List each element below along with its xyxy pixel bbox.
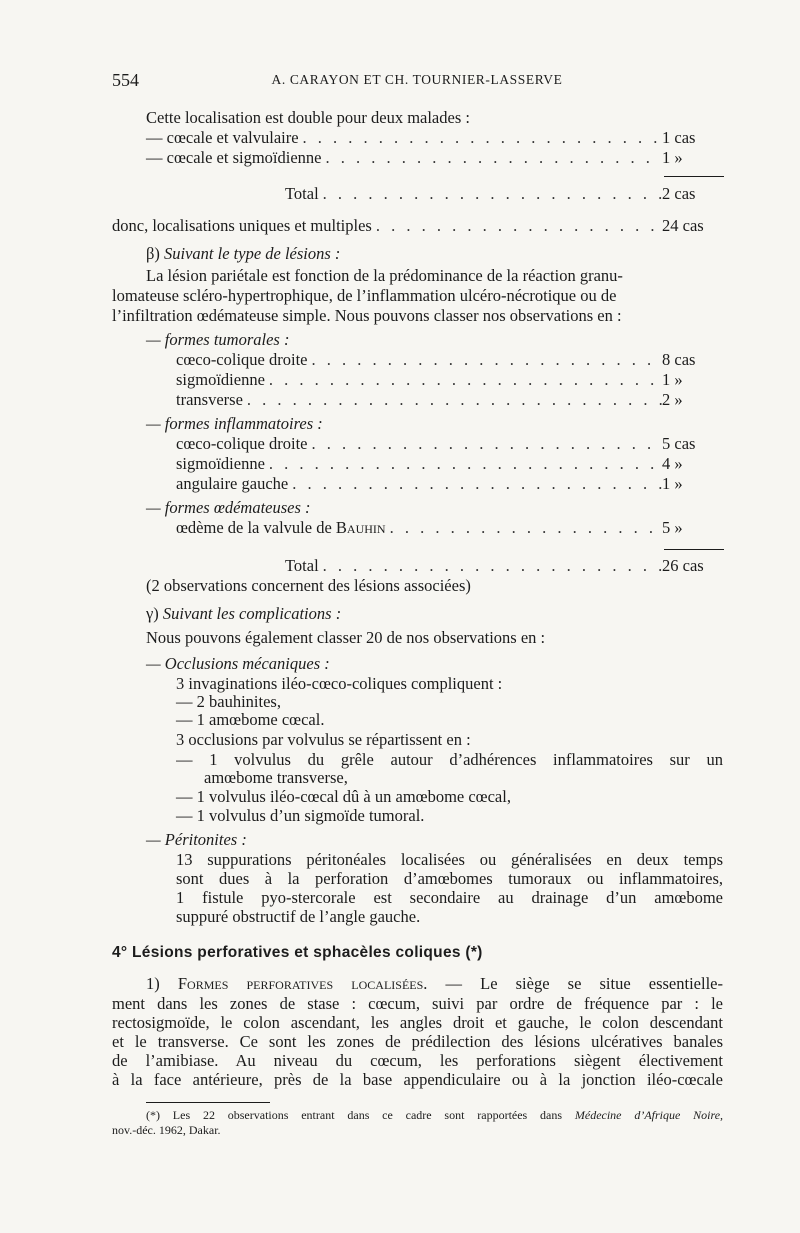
formes-tumorales-heading: — formes tumorales :: [146, 330, 290, 349]
beta-para-line-3: l’infiltration œdémateuse simple. Nous pouvons classer nos observations en :: [112, 306, 622, 325]
section-4-heading: [112, 942, 483, 964]
inflammatoires-item-3-value: 1 »: [662, 474, 683, 493]
tumorales-item-1: [176, 350, 726, 370]
oedemateuses-item-label: [176, 518, 386, 538]
double-item-2: [146, 148, 726, 168]
inflammatoires-item-1-label: cœco-colique droite: [176, 434, 308, 453]
section-4-lead-title: Formes perforatives localisées.: [177, 974, 428, 993]
footnote-line-2: nov.-déc. 1962, Dakar.: [112, 1123, 221, 1137]
donc-line: [112, 216, 726, 236]
leader-dots: [307, 350, 662, 370]
leader-dots: [288, 474, 662, 494]
leader-dots: [265, 454, 662, 474]
total-1: [285, 184, 726, 204]
peritonites-line-2: sont dues à la perforation d’amœbomes tumoraux ou inflammatoires,: [176, 869, 723, 888]
occlusions-heading: — Occlusions mécaniques :: [146, 654, 330, 673]
section-4-line-5: de l’amibiase. Au niveau du cœcum, les perforations siègent électivement: [112, 1051, 723, 1070]
intro-double: Cette localisation est double pour deux malades :: [146, 108, 470, 127]
donc-label: donc, localisations uniques et multiples: [112, 216, 372, 235]
occlusions-line-2: — 2 bauhinites,: [176, 692, 281, 711]
total-2-note: (2 observations concernent des lésions associées): [146, 576, 471, 595]
running-head: A. CARAYON ET CH. TOURNIER-LASSERVE: [271, 72, 563, 87]
donc-value: 24 cas: [662, 216, 704, 235]
footnote-text: (*) Les 22 observations entrant dans ce cadre sont rapportées dans: [146, 1108, 563, 1122]
leader-dots: [372, 216, 662, 236]
inflammatoires-item-2: [176, 454, 726, 474]
inflammatoires-item-2-label: sigmoïdienne: [176, 454, 265, 473]
bauhin-name: Bauhin: [335, 518, 386, 537]
leader-dots: [386, 518, 662, 538]
double-item-1-label: — cœcale et valvulaire: [146, 128, 299, 147]
gamma-heading: [146, 604, 341, 624]
leader-dots: [299, 128, 662, 148]
total-rule: [664, 176, 724, 177]
occlusions-line-5: — 1 volvulus du grêle autour d’adhérences inflammatoires sur un: [176, 750, 723, 769]
tumorales-item-3-value: 2 »: [662, 390, 683, 409]
section-4-line-1: [146, 974, 723, 994]
section-4-lead-number: 1): [146, 974, 160, 993]
peritonites-line-3: 1 fistule pyo-stercorale est secondaire au drainage d’un amœbome: [176, 888, 723, 907]
peritonites-line-1: 13 suppurations péritonéales localisées ou généralisées en deux temps: [176, 850, 723, 869]
inflammatoires-item-1-value: 5 cas: [662, 434, 696, 453]
leader-dots: [307, 434, 662, 454]
beta-para-line-2: lomateuse scléro-hypertrophique, de l’inflammation ulcéro-nécrotique ou de: [112, 286, 617, 305]
beta-para-line-1: La lésion pariétale est fonction de la prédominance de la réaction granu-: [146, 266, 623, 285]
oedemateuses-item-value: 5 »: [662, 518, 683, 537]
leader-dots: [243, 390, 662, 410]
total-2-value: 26 cas: [662, 556, 704, 575]
occlusions-line-7: — 1 volvulus iléo-cœcal dû à un amœbome cœcal,: [176, 787, 511, 806]
tumorales-item-1-value: 8 cas: [662, 350, 696, 369]
tumorales-item-3: [176, 390, 726, 410]
section-4-line-2: ment dans les zones de stase : cœcum, suivi par ordre de fréquence par : le: [112, 994, 723, 1013]
footnote-journal: Médecine d’Afrique Noire,: [574, 1108, 723, 1122]
peritonites-line-4: suppuré obstructif de l’angle gauche.: [176, 907, 421, 926]
section-4-lead-rest: — Le siège se situe essentielle-: [445, 974, 723, 993]
total-2: [285, 556, 726, 576]
double-item-2-value: 1 »: [662, 148, 683, 167]
double-item-1-value: 1 cas: [662, 128, 696, 147]
peritonites-heading: — Péritonites :: [146, 830, 247, 849]
leader-dots: [319, 184, 662, 204]
inflammatoires-item-1: [176, 434, 726, 454]
gamma-marker: γ): [146, 604, 159, 623]
tumorales-item-2-label: sigmoïdienne: [176, 370, 265, 389]
oedemateuses-item: [176, 518, 726, 538]
footnote-rule: [146, 1102, 270, 1103]
total-2-label: Total: [285, 556, 319, 575]
section-4-number: 4°: [112, 944, 128, 961]
double-item-2-label: — cœcale et sigmoïdienne: [146, 148, 322, 167]
occlusions-line-4: 3 occlusions par volvulus se répartissent en :: [176, 730, 471, 749]
section-4-line-6: à la face antérieure, près de la base appendiculaire ou à la jonction iléo-cœcale: [112, 1070, 723, 1089]
section-4-line-3: rectosigmoïde, le colon ascendant, les angles droit et gauche, le colon descendant: [112, 1013, 723, 1032]
tumorales-item-1-label: cœco-colique droite: [176, 350, 308, 369]
tumorales-item-2-value: 1 »: [662, 370, 683, 389]
occlusions-line-8: — 1 volvulus d’un sigmoïde tumoral.: [176, 806, 425, 825]
leader-dots: [321, 148, 662, 168]
inflammatoires-item-2-value: 4 »: [662, 454, 683, 473]
leader-dots: [319, 556, 662, 576]
leader-dots: [265, 370, 662, 390]
double-item-1: [146, 128, 726, 148]
occlusions-line-6: amœbome transverse,: [204, 768, 348, 787]
inflammatoires-item-3-label: angulaire gauche: [176, 474, 289, 493]
occlusions-line-1: 3 invaginations iléo-cœco-coliques compliquent :: [176, 674, 503, 693]
inflammatoires-item-3: [176, 474, 726, 494]
section-4-line-4: et le transverse. Ce sont les zones de prédilection des lésions ulcératives banales: [112, 1032, 723, 1051]
total-rule: [664, 549, 724, 550]
beta-heading: [146, 244, 340, 264]
occlusions-line-3: — 1 amœbome cœcal.: [176, 710, 325, 729]
gamma-intro: Nous pouvons également classer 20 de nos observations en :: [146, 628, 546, 647]
total-1-label: Total: [285, 184, 319, 203]
beta-heading-text: Suivant le type de lésions :: [164, 244, 341, 263]
formes-oedemateuses-heading: — formes œdémateuses :: [146, 498, 311, 517]
footnote-line-1: [146, 1108, 723, 1128]
tumorales-item-2: [176, 370, 726, 390]
tumorales-item-3-label: transverse: [176, 390, 243, 409]
oedemateuses-label-prefix: œdème de la valvule de: [176, 518, 336, 537]
gamma-heading-text: Suivant les complications :: [162, 604, 342, 623]
section-4-title: Lésions perforatives et sphacèles coliques (*): [132, 944, 483, 961]
total-1-value: 2 cas: [662, 184, 696, 203]
running-header: [112, 70, 722, 92]
page-number: 554: [112, 70, 139, 90]
beta-marker: β): [146, 244, 160, 263]
formes-inflammatoires-heading: — formes inflammatoires :: [146, 414, 323, 433]
